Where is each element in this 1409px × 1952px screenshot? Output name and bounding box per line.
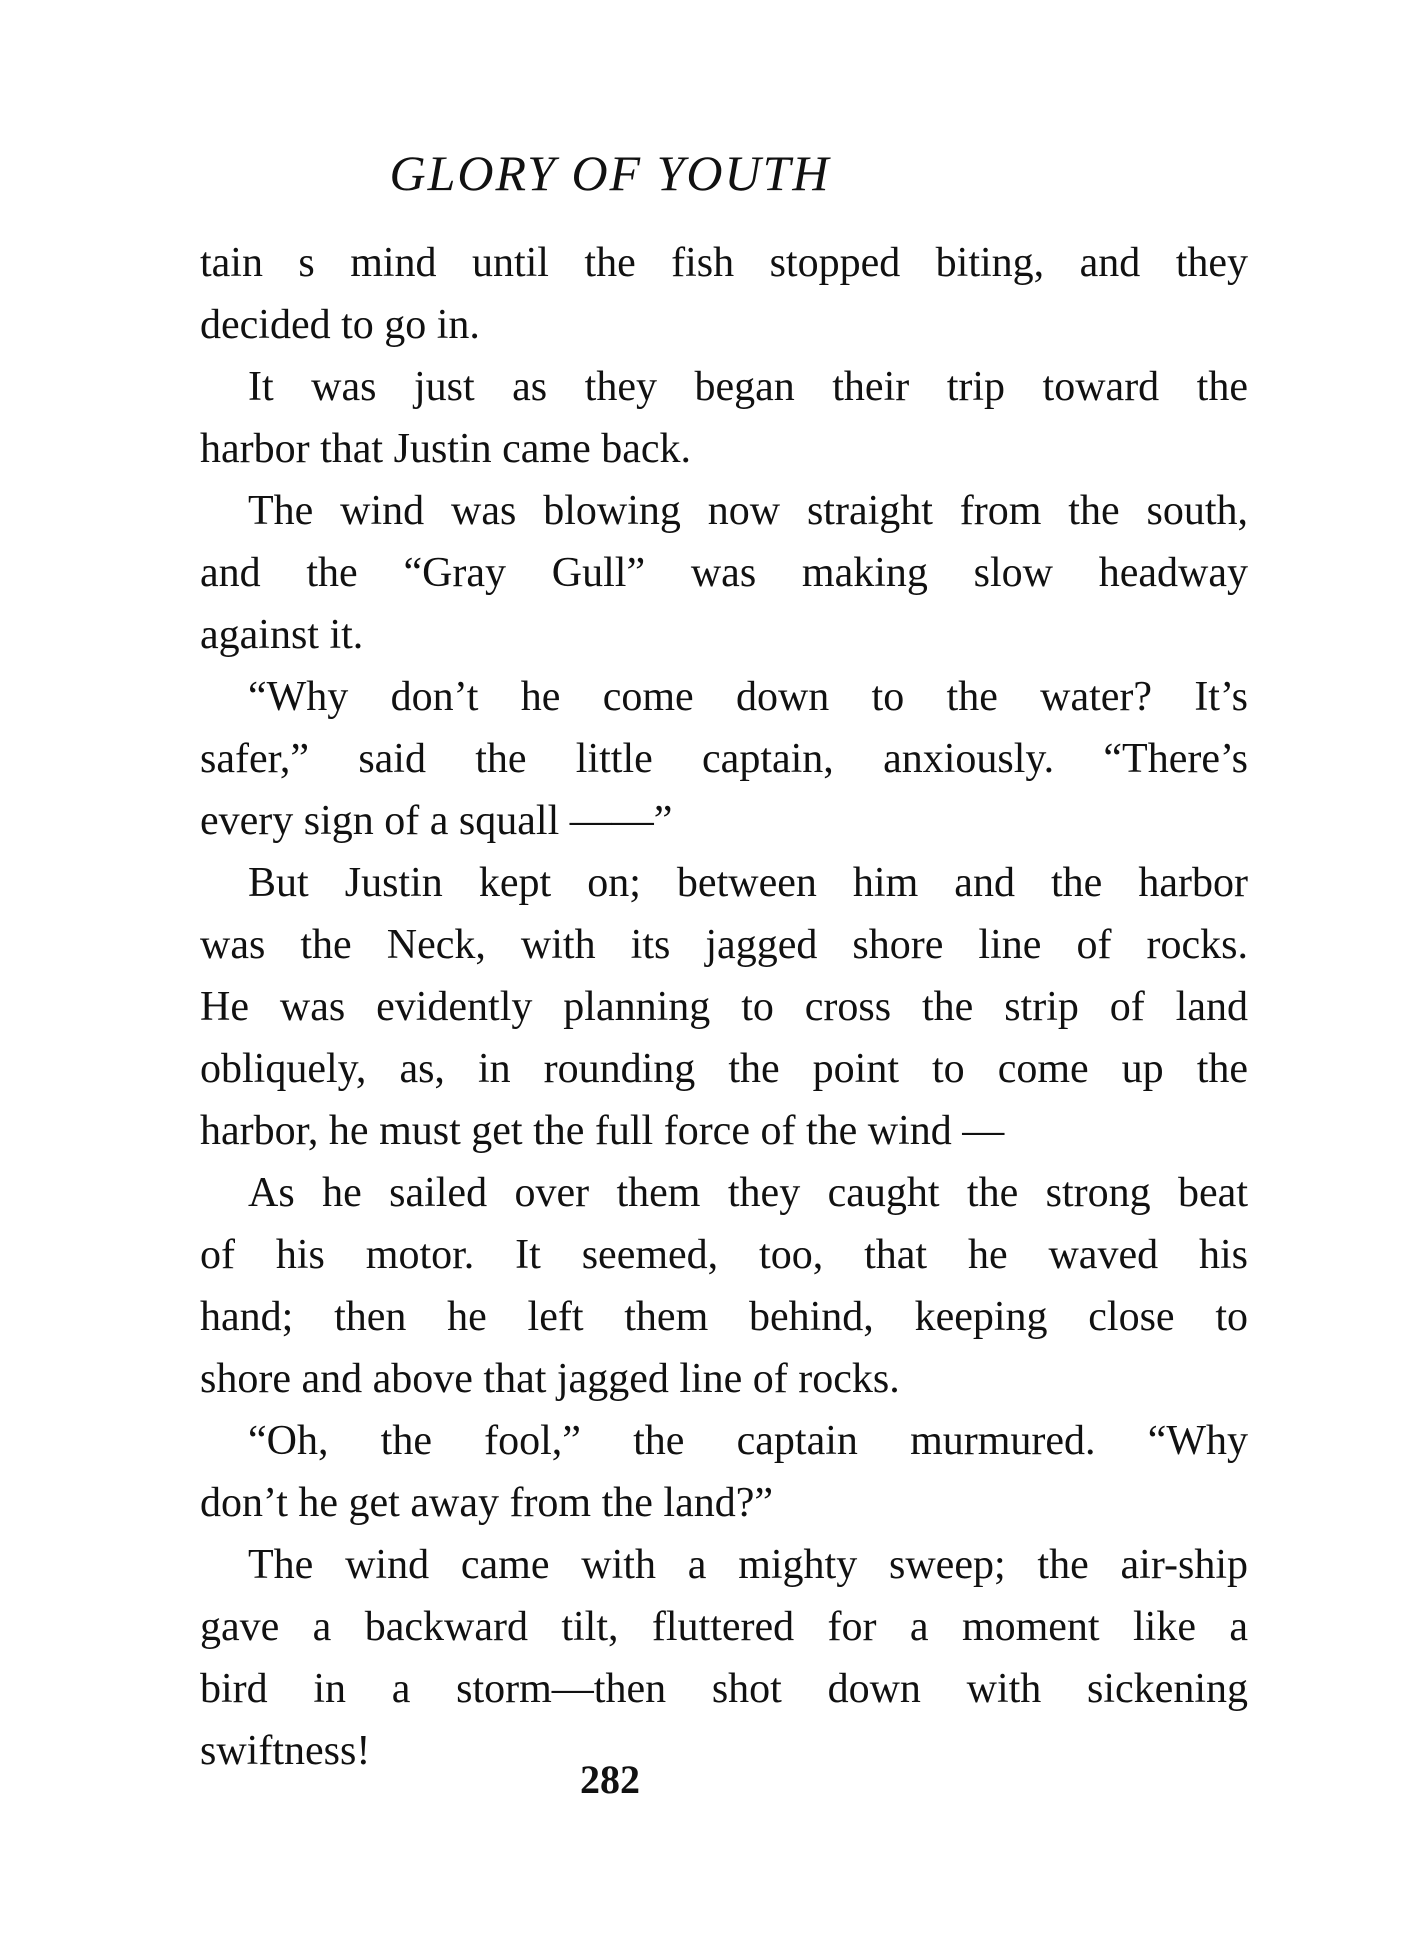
text-line: bird in a storm—then shot down with sickening (200, 1666, 1248, 1712)
paragraph (200, 1162, 1248, 1410)
text-line: The wind came with a mighty sweep; the air-ship (248, 1542, 1248, 1588)
text-line: safer,” said the little captain, anxiously. “There’s (200, 736, 1248, 782)
text-line: The wind was blowing now straight from the south, (248, 488, 1248, 534)
text-line: hand; then he left them behind, keeping close to (200, 1294, 1248, 1340)
text-line: He was evidently planning to cross the strip of land (200, 984, 1248, 1030)
text-line: As he sailed over them they caught the strong beat (248, 1170, 1248, 1216)
text-line: every sign of a squall ——” (200, 798, 673, 844)
text-line: and the “Gray Gull” was making slow headway (200, 550, 1248, 596)
text-line: tain s mind until the fish stopped biting, and they (200, 240, 1248, 286)
text-line: “Why don’t he come down to the water? It’s (248, 674, 1248, 720)
running-head: GLORY OF YOUTH (389, 145, 831, 201)
text-line: was the Neck, with its jagged shore line of rocks. (200, 922, 1248, 968)
text-line: of his motor. It seemed, too, that he waved his (200, 1232, 1248, 1278)
text-line: But Justin kept on; between him and the harbor (248, 860, 1248, 906)
paragraph (200, 480, 1248, 666)
paragraph (200, 1534, 1248, 1782)
text-line: decided to go in. (200, 302, 480, 348)
body-text (200, 232, 1248, 1782)
text-line: harbor that Justin came back. (200, 426, 691, 472)
paragraph (200, 666, 1248, 852)
paragraph (200, 232, 1248, 356)
text-line: don’t he get away from the land?” (200, 1480, 774, 1526)
text-line: gave a backward tilt, fluttered for a moment like a (200, 1604, 1248, 1650)
text-line: harbor, he must get the full force of the wind — (200, 1108, 1005, 1154)
paragraph (200, 356, 1248, 480)
paragraph (200, 852, 1248, 1162)
text-line: against it. (200, 612, 364, 658)
text-line: obliquely, as, in rounding the point to come up the (200, 1046, 1248, 1092)
page-number: 282 (580, 1757, 640, 1802)
text-line: shore and above that jagged line of rocks. (200, 1356, 900, 1402)
paragraph (200, 1410, 1248, 1534)
text-line: swiftness! (200, 1728, 371, 1774)
text-line: It was just as they began their trip toward the (248, 364, 1248, 410)
text-line: “Oh, the fool,” the captain murmured. “Why (248, 1418, 1248, 1464)
